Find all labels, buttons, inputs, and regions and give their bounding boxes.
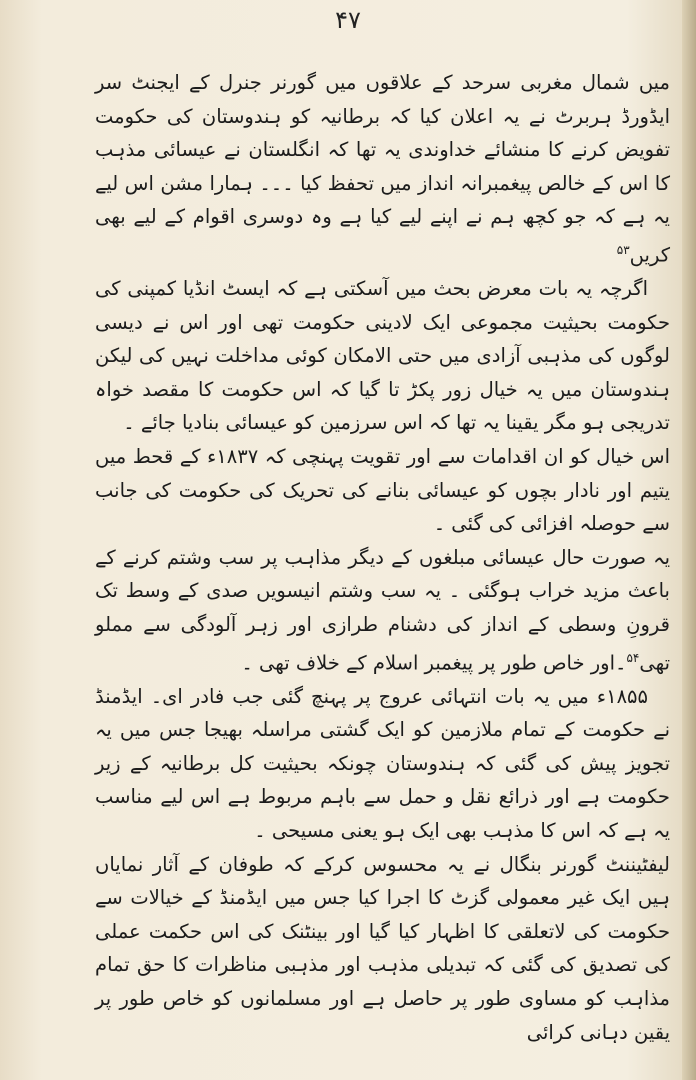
paragraph-2: اگرچہ یہ بات معرض بحث میں آسکتی ہے کہ ایسٹ انڈیا کمپنی کی حکومت بحیثیت مجموعی ایک لادینی حکومت تھی اور اس نے دیسی لوگوں کی مذہبی آزادی میں حتی الامکان کوئی مداخلت نہیں کی لیکن ہندوستان میں یہ خیال زور پکڑ تا گیا کہ اس حکومت کا مقصد خواہ تدریجی ہو مگر یقینا یہ تھا کہ اس سرزمین کو عیسائی بنادیا جائے ۔ <box>95 277 670 435</box>
paragraph-1 <box>95 66 670 272</box>
body-text <box>95 66 670 1049</box>
page-number: ۴۷ <box>335 6 361 34</box>
paragraph-3: اس خیال کو ان اقدامات سے اور تقویت پہنچی کہ ۱۸۳۷ء کے قحط میں یتیم اور نادار بچوں کو عیسائی بنانے کی تحریک کی حکومت کی جانب سے حوصلہ افزائی کی گئی ۔ <box>95 445 670 536</box>
paragraph-4-text: یہ صورت حال عیسائی مبلغوں کے دیگر مذاہب پر سب وشتم کرنے کے باعث مزید خراب ہوگئی ۔ یہ سب وشتم انیسویں صدی کے وسط تک قرونِ وسطی کے انداز کی دشنام طرازی اور زہر آلودگی سے مملو تھی <box>95 545 670 675</box>
paragraph-4 <box>95 541 670 680</box>
footnote-marker-53: ۵۳ <box>616 242 630 257</box>
paragraph-5: ۱۸۵۵ء میں یہ بات انتہائی عروج پر پہنچ گئی جب فادر ای۔ ایڈمنڈ نے حکومت کے تمام ملازمین کو ایک گشتی مراسلہ بھیجا جس میں یہ تجویز پیش کی گئی کہ ہندوستان چونکہ بحیثیت کل برطانیہ کے زیر حکومت ہے اور ذرائع نقل و حمل سے باہم مربوط ہے اس لیے مناسب یہ ہے کہ اس کا مذہب بھی ایک ہو یعنی مسیحی ۔ <box>95 684 670 843</box>
page-edge-shadow <box>682 0 696 1080</box>
paragraph-1-text: میں شمال مغربی سرحد کے علاقوں میں گورنر جنرل کے ایجنٹ سر ایڈورڈ ہربرٹ نے یہ اعلان کیا کہ برطانیہ کو ہندوستان کی حکومت تفویض کرنے کا منشائے خداوندی یہ تھا کہ انگلستان نے عیسائی مذہب کا اس کے خالص پیغمبرانہ انداز میں تحفظ کیا ۔۔۔ ہمارا مشن اس لیے یہ ہے کہ جو کچھ ہم نے اپنے لیے کیا ہے وہ دوسری اقوام کے لیے بھی کریں <box>95 71 670 267</box>
footnote-marker-54: ۵۴ <box>626 650 640 665</box>
paragraph-4-text-continued: ۔اور خاص طور پر پیغمبر اسلام کے خلاف تھی ۔ <box>241 651 627 675</box>
paragraph-6: لیفٹیننٹ گورنر بنگال نے یہ محسوس کرکے کہ طوفان کے آثار نمایاں ہیں ایک غیر معمولی گزٹ کا اجرا کیا جس میں ایڈمنڈ کے خیالات سے حکومت کی لاتعلقی کا اظہار کیا گیا اور بینٹنک کی اس حکمت عملی کی تصدیق کی گئی کہ تبدیلی مذہب اور مذہبی مناظرات کا حق تمام مذاہب کو مساوی طور پر حاصل ہے اور مسلمانوں کو خاص طور پر یقین دہانی کرائی <box>95 852 670 1044</box>
